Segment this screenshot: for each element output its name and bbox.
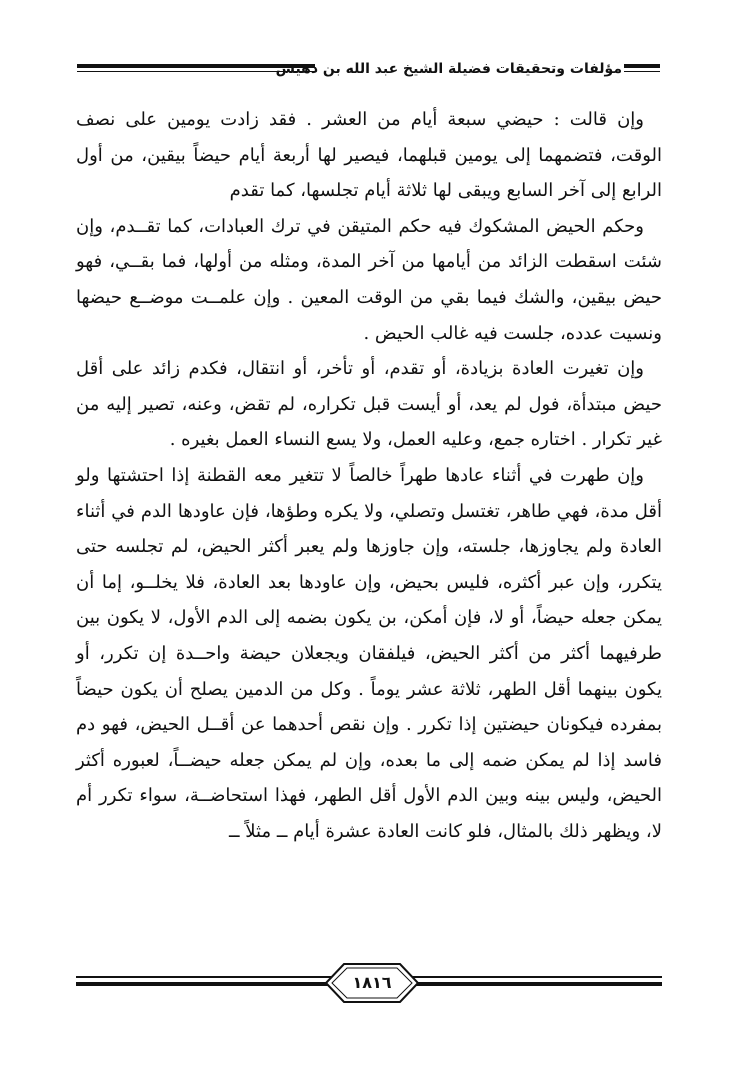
paragraph-2: وحكم الحيض المشكوك فيه حكم المتيقن في ترك العبادات، كما تقــدم، وإن شئت اسقطت الزائد من أيامها من آخر المدة، ومثله من أولها، فما بقــي، فهو حيض بيقين، والشك فيما بقي من الوقت المعين . وإن علمــت موضــع حيضها ونسيت عدده، جلست فيه غالب الحيض .: [76, 215, 662, 344]
page-number-badge: [324, 961, 420, 1005]
header-rule-right: [624, 64, 660, 74]
page-number: ١٨١٦: [352, 973, 392, 992]
running-header-title: مؤلفات وتحقيقات فضيلة الشيخ عبد الله بن دهيش: [275, 61, 622, 77]
paragraph-1: وإن قالت : حيضي سبعة أيام من العشر . فقد زادت يومين على نصف الوقت، فتضمهما إلى يومين قبلهما، فيصير لها أربعة أيام حيضاً بيقين، من أول الرابع إلى آخر السابع ويبقى لها ثلاثة أيام تجلسها، كما تقدم: [76, 109, 662, 202]
page-footer: [76, 955, 662, 1015]
paragraph-4: وإن طهرت في أثناء عادها طهراً خالصاً لا تتغير معه القطنة إذا احتشتها ولو أقل مدة، فهي طاهر، تغتسل وتصلي، ولا يكره وطؤها، فإن عاودها الدم في أثناء العادة ولم يجاوزها، جلسته، وإن جاوزها ولم يعبر أكثر الحيض، لم تجلسه حتى يتكرر، وإن عبر أكثره، فليس بحيض، وإن عاودها بعد العادة، فلا يخلــو، إما أن يمكن جعله حيضاً، أو لا، فإن أمكن، بن يكون بضمه إلى الدم الأول، لا يكون بين طرفيهما أكثر من أكثر الحيض، فيلفقان ويجعلان حيضة واحــدة إن تكرر، أو يكون بينهما أقل الطهر، ثلاثة عشر يوماً . وكل من الدمين يصلح أن يكون حيضاً بمفرده فيكونان حيضتين إذا تكرر . وإن نقص أحدهما عن أقــل الحيض، فهو دم فاسد إذا لم يمكن ضمه إلى ما بعده، وإن لم يمكن جعله حيضــاً، لعبوره أكثر الحيض، وليس بينه وبين الدم الأول أقل الطهر، فهذا استحاضــة، سواء تكرر أم لا، ويظهر ذلك بالمثال، فلو كانت العادة عشرة أيام ــ مثلاً ــ: [76, 464, 662, 842]
paragraph-3: وإن تغيرت العادة بزيادة، أو تقدم، أو تأخر، أو انتقال، فكدم زائد على أقل حيض مبتدأة، فول لم يعد، أو أيست قبل تكراره، لم تقض، وعنه، تصير إليه من غير تكرار . اختاره جمع، وعليه العمل، ولا يسع النساء العمل بغيره .: [76, 358, 662, 451]
page-body: [76, 102, 662, 849]
